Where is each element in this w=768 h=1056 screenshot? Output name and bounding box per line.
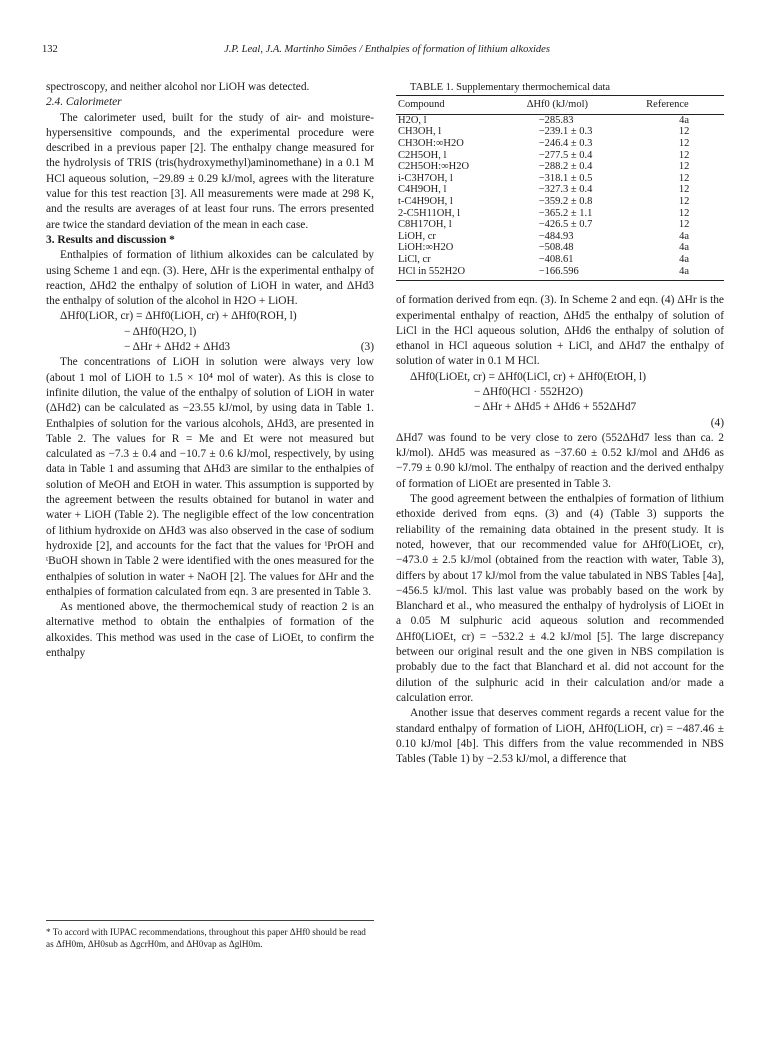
equation-4 [396,370,724,431]
table-row [396,242,724,254]
table-cell-reference: 4a [679,114,690,126]
equation-4-line-1: ΔHf0(LiOEt, cr) = ΔHf0(LiCl, cr) + ΔHf0(EtOH, l) [410,370,646,383]
table-cell-enthalpy: −508.48 [538,242,574,254]
table-cell-reference: 12 [678,207,690,219]
table-row [396,266,724,281]
table-cell-reference: 4a [679,254,690,266]
section-heading-results: 3. Results and discussion * [46,233,175,246]
paragraph-results-1: Enthalpies of formation of lithium alkoxides can be calculated by using Scheme 1 and eqn. (3). Here, ΔHr is the experimental enthalpy of reaction, ΔHd2 the enthalpy of solution of LiOH in water, and ΔHd3 the enthalpy of solution of the alcohol in H2O + LiOH. [46,249,374,308]
table-cell-enthalpy: −408.61 [538,254,574,266]
footnote-text: * To accord with IUPAC recommendations, throughout this paper ΔHf0 should be read as ΔfH0m, ΔH0sub as ΔgcrH0m, and ΔH0vap as ΔglH0m. [46,927,366,949]
paragraph-intro: spectroscopy, and neither alcohol nor LiOH was detected. [46,81,310,93]
page-number: 132 [42,44,58,55]
table-cell-reference: 12 [678,196,690,208]
table-cell-reference: 12 [678,161,690,173]
table-cell-compound: C2H5OH:∞H2O [398,161,470,173]
equation-4-line-2: − ΔHf0(HCl · 552H2O) [474,385,583,398]
footnote [46,920,374,950]
table-cell-enthalpy: −246.4 ± 0.3 [538,138,593,150]
table-1-grid [396,95,724,281]
paragraph-results-2: The concentrations of LiOH in solution were always very low (about 1 mol of LiOH to 1.5 × 10⁴ mol of water). As this is close to infinite dilution, the value of the enthalpy of solution of LiOH in water (ΔHd2) can be calculated as −23.55 kJ/mol, by using data in Table 1. Enthalpies of solution for the various alcohols, ΔHd3, are presented in Table 2. The values for R = Me and Et were not measured but calculated as −7.3 ± 0.4 and −10.7 ± 0.6 kJ/mol, respectively, by using data in Table 1 and assuming that ΔHd3 are similar to the enthalpies of solution of MeOH and EtOH in water. This assumption is supported by the agreement between the results obtained for butanol in water and water + LiOH (Table 2). The negligible effect of the low concentration of lithium hydroxide on ΔHd3 was also observed in the case of sodium hydroxide [2], and accounts for the fact that the values for ⁱPrOH and ᵗBuOH shown in Table 2 were identified with the ones measured for the enthalpies of solution in water + NaOH [2]. The values for ΔHr and the enthalpies of formation calculated from eqn. 3 are presented in Table 3. [46,356,374,598]
paragraph-right-4: Another issue that deserves comment regards a recent value for the standard enthalpy of formation of LiOH, ΔHf0(LiOH, cr) = −487.46 ± 0.10 kJ/mol [4b]. This differs from the value recommended in NBS Tables (Table 1) by −2.53 kJ/mol, a difference that [396,707,724,766]
table-cell-enthalpy: −239.1 ± 0.3 [538,126,593,138]
table-cell-compound: 2-C5H11OH, l [398,207,461,219]
paragraph-right-2: ΔHd7 was found to be very close to zero (552ΔHd7 less than ca. 2 kJ/mol). ΔHd5 was measured as −37.60 ± 0.52 kJ/mol and ΔHd6 as −7.79 ± 0.90 kJ/mol. The enthalpy of reaction and the derived enthalpy of formation of LiOEt are presented in Table 3. [396,431,724,490]
paragraph-calorimeter: The calorimeter used, built for the study of air- and moisture-hypersensitive compounds, and the experimental procedure were described in a previous paper [2]. The enthalpy change measured for the hydrolysis of TRIS (tris(hydroxymethyl)aminomethane) in a 0.1 M HCl aqueous solution, −29.89 ± 0.29 kJ/mol, agrees with the literature value for this test reaction [3]. All measurements were made at 298 K, and the results are averages of at least four runs. The errors presented are twice the standard deviation of the mean in each case. [46,111,374,231]
table-cell-compound: C2H5OH, l [398,149,447,161]
table-row [396,114,724,126]
paragraph-right-3: The good agreement between the enthalpies of formation of lithium ethoxide derived from eqns. (3) and (4) (Table 3) supports the reliability of the remaining data obtained in the present study. It is noted, however, that our recommended value for ΔHf0(LiOEt, cr), −473.0 ± 2.5 kJ/mol (obtained from the reaction with water, Table 3), differs by about 17 kJ/mol from the value tabulated in NBS Tables [4a], −456.5 kJ/mol. This last value was probably based on the work by Blanchard et al., who measured the enthalpy of hydrolysis of LiOEt in a 0.05 M sulphuric acid aqueous solution and recommended ΔHf0(LiOEt, cr) = −532.2 ± 4.2 kJ/mol [5]. The large discrepancy between our original result and the one given in NBS compilation is probably due to the fact that Blanchard et al. did not account for the dilution of the sulphuric acid in their calculation and/or made a calculation error. [396,493,724,704]
equation-3-line-3 [46,340,374,355]
equation-4-number: (4) [710,416,724,429]
table-cell-enthalpy: −285.83 [538,114,574,126]
table-row [396,138,724,150]
table-header-reference: Reference [644,96,724,115]
table-cell-enthalpy: −484.93 [538,230,574,242]
table-cell-reference: 12 [678,172,690,184]
table-row [396,150,724,162]
table-cell-compound: CH3OH:∞H2O [398,138,464,150]
table-cell-reference: 12 [678,126,690,138]
table-cell-enthalpy: −359.2 ± 0.8 [538,196,593,208]
table-row [396,231,724,243]
paragraph-results-3: As mentioned above, the thermochemical study of reaction 2 is an alternative method to obtain the enthalpies of formation of the alkoxides. This method was used in the case of LiOEt, to confirm the enthalpy [46,601,374,659]
table-row [396,219,724,231]
table-cell-reference: 4a [679,242,690,254]
table-row [396,161,724,173]
table-cell-reference: 12 [678,149,690,161]
table-cell-enthalpy: −166.596 [525,266,644,281]
table-row [396,184,724,196]
table-cell-reference: 12 [678,184,690,196]
section-heading-calorimeter: 2.4. Calorimeter [46,96,122,109]
table-1 [396,80,724,281]
table-row [396,196,724,208]
table-cell-compound: t-C4H9OH, l [398,196,453,208]
table-cell-compound: LiOH:∞H2O [398,242,454,254]
paragraph-right-1: of formation derived from eqn. (3). In Scheme 2 and eqn. (4) ΔHr is the experimental enthalpy of reaction, ΔHd5 the enthalpy of solution of LiCl in the HCl aqueous solution, ΔHd6 the enthalpy of solution of ethanol in HCl aqueous solution + LiCl, and ΔHd7 the enthalpy of solution of water in 0.1 M HCl. [396,294,724,368]
right-column [396,80,724,767]
table-cell-compound: i-C3H7OH, l [398,172,453,184]
table-header-row [396,96,724,115]
table-cell-enthalpy: −277.5 ± 0.4 [538,149,593,161]
table-header-compound: Compound [396,96,525,115]
equation-3-line-1: ΔHf0(LiOR, cr) = ΔHf0(LiOH, cr) + ΔHf0(ROH, l) [60,310,297,323]
table-row [396,126,724,138]
left-column [46,80,374,661]
table-cell-compound: LiOH, cr [398,230,436,242]
table-1-body [396,114,724,280]
table-cell-compound: C4H9OH, l [398,184,447,196]
table-row [396,173,724,185]
table-1-title: TABLE 1. Supplementary thermochemical data [410,82,611,93]
page-header [42,44,732,60]
table-row [396,254,724,266]
table-cell-enthalpy: −365.2 ± 1.1 [538,207,593,219]
table-cell-enthalpy: −426.5 ± 0.7 [538,219,593,231]
table-cell-reference: 12 [678,138,690,150]
table-cell-compound: LiCl, cr [398,254,431,266]
running-title: J.P. Leal, J.A. Martinho Simões / Enthalpies of formation of lithium alkoxides [224,44,550,55]
table-cell-reference: 4a [644,266,724,281]
table-header-enthalpy: ΔHf0 (kJ/mol) [525,96,644,115]
table-cell-reference: 4a [679,230,690,242]
equation-3-line-2: − ΔHf0(H2O, l) [124,325,197,338]
table-cell-reference: 12 [678,219,690,231]
table-cell-compound: CH3OH, l [398,126,442,138]
equation-4-line-3: − ΔHr + ΔHd5 + ΔHd6 + 552ΔHd7 [474,401,637,414]
table-row [396,208,724,220]
equation-4-number-line [396,416,724,431]
equation-3-line-3-text: − ΔHr + ΔHd2 + ΔHd3 [124,341,231,354]
table-cell-enthalpy: −318.1 ± 0.5 [538,172,593,184]
equation-3-number: (3) [360,341,374,354]
table-cell-enthalpy: −288.2 ± 0.4 [538,161,593,173]
table-cell-compound: C8H17OH, l [398,219,452,231]
table-cell-enthalpy: −327.3 ± 0.4 [538,184,593,196]
equation-3 [46,309,374,355]
table-cell-compound: HCl in 552H2O [396,266,525,281]
table-cell-compound: H2O, l [398,114,427,126]
